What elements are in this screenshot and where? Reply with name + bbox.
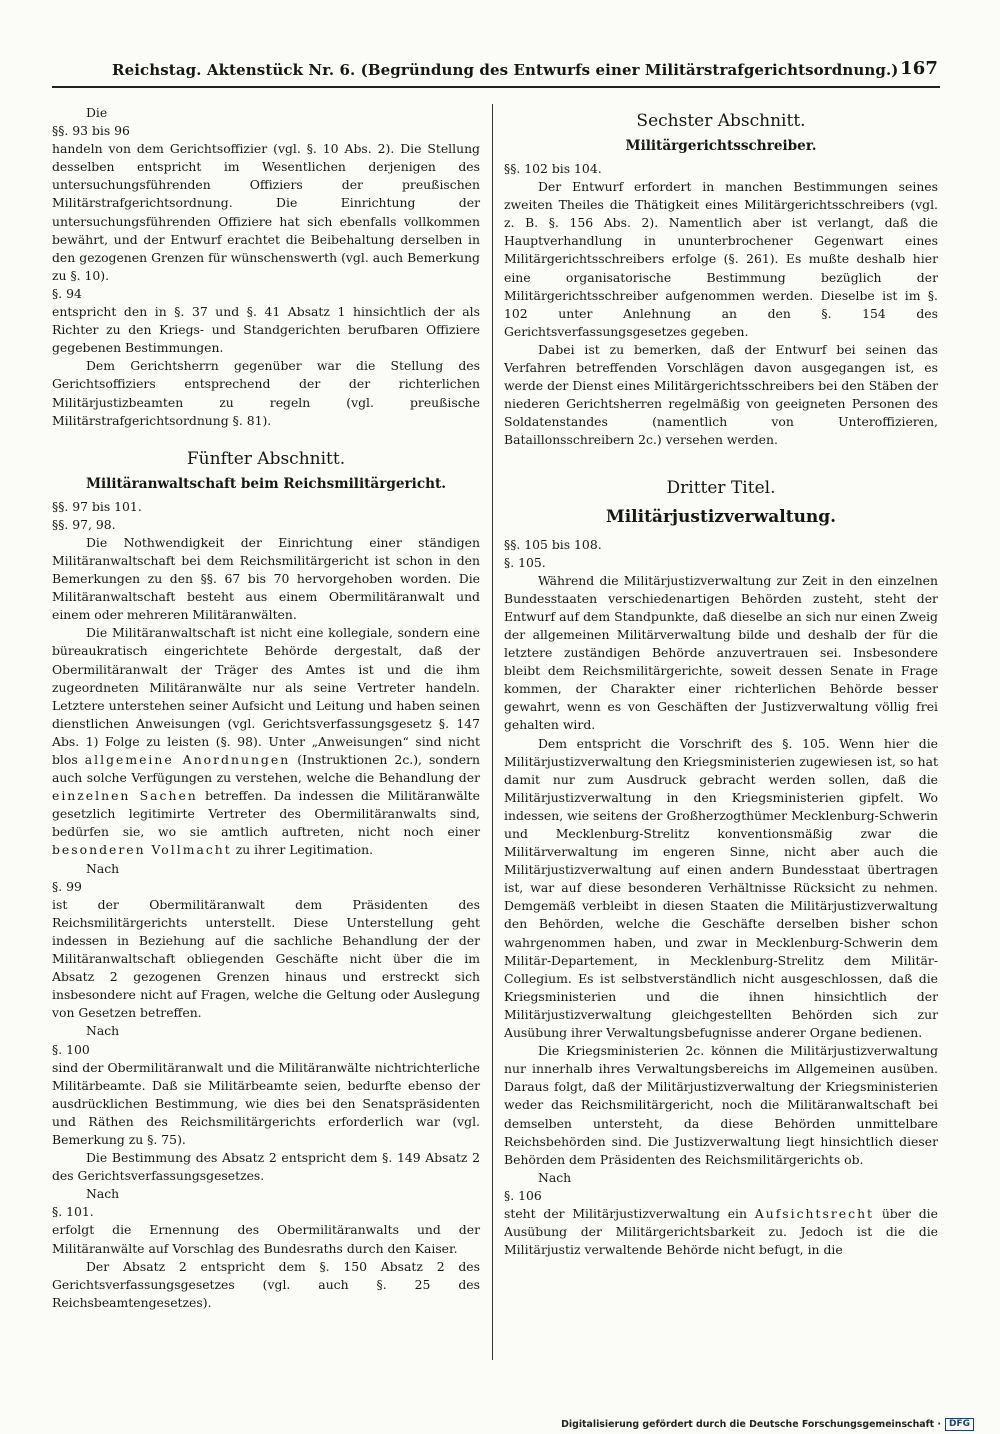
spaced-emphasis: besonderen Vollmacht: [52, 842, 232, 858]
section-heading: §. 100: [52, 1041, 90, 1057]
section-heading: §. 105.: [504, 554, 546, 570]
text-run: Die Militäranwaltschaft ist nicht eine kollegiale, sondern eine büreaukratisch eingerichtete Behörde dergestalt, daß der Obermilitäranwalt der Träger des Amtes ist und die ihm zugeordneten Militäranwälte nur als seine Vertreter handeln. Letztere unterstehen seiner Aufsicht und Leitung und haben seinen dienstlichen Anweisungen (vgl. Gerichtsverfassungsgesetz §. 147 Abs. 1) Folge zu leisten (§. 98). Unter „Anweisungen“ sind nicht blos: [52, 625, 480, 767]
section-heading: §§. 97, 98.: [52, 516, 116, 532]
text-run: zu ihrer Legitimation.: [235, 842, 374, 858]
paragraph: Dabei ist zu bemerken, daß der Entwurf bei seinen das Verfahren betreffenden Vorschlägen davon ausgegangen ist, es werde der Dienst eines Militärgerichtsschreibers bei den Stäben der niederen Gerichtsherren regelmäßig von geeigneten Personen des Soldatenstandes (namentlich von Unteroffizieren, Bataillonsschreibern 2c.) versehen werden.: [504, 341, 938, 448]
paragraph: [504, 1205, 938, 1259]
page-number: 167: [900, 58, 938, 79]
credit-text: Digitalisierung gefördert durch die Deutsche Forschungsgemeinschaft ·: [561, 1419, 941, 1430]
column-divider: [492, 104, 493, 1360]
digitization-credit: [561, 1418, 974, 1432]
paragraph: Die Nothwendigkeit der Einrichtung einer ständigen Militäranwaltschaft bei dem Reichsmilitärgericht ist schon in den Bemerkungen zu den §§. 67 bis 70 hervorgehoben worden. Die Militäranwaltschaft besteht aus einem Obermilitäranwalt und einem oder mehreren Militäranwälten.: [52, 534, 480, 623]
right-column: [504, 104, 938, 1259]
intro-text: Nach: [86, 1023, 120, 1039]
section-heading: §§. 97 bis 101.: [52, 498, 142, 514]
paragraph: handeln von dem Gerichtsoffizier (vgl. §. 10 Abs. 2). Die Stellung desselben entspricht im Wesentlichen derjenigen des untersuchungsführenden Offiziers der preußischen Militärstrafgerichtsordnung. Die Einrichtung der untersuchungsführenden Offiziere hat sich ebenfalls vollkommen bewährt, und der Entwurf erachtet die Beibehaltung derselben in den gezogenen Grenzen für wünschenswerth (vgl. auch Bemerkung zu §. 10).: [52, 141, 480, 283]
paragraph: Die Kriegsministerien 2c. können die Militärjustizverwaltung nur innerhalb ihres Verwaltungsbereichs im Allgemeinen ausüben. Daraus folgt, daß der Militärjustizverwaltung der Kriegsministerien weder das Reichsmilitärgericht, noch die Militäranwaltschaft bei demselben untersteht, da diese Behörden unmittelbare Reichsbehörden sind. Die Justizverwaltung liegt hinsichtlich dieser Behörden dem Präsidenten des Reichsmilitärgerichts ob.: [504, 1043, 938, 1167]
section-heading: §§. 105 bis 108.: [504, 536, 602, 552]
left-column: [52, 104, 480, 1312]
paragraph: [52, 624, 480, 859]
section-heading: §. 101.: [52, 1204, 94, 1220]
intro-text: Nach: [86, 1186, 120, 1202]
section-heading: §. 99: [52, 878, 82, 894]
title-heading: Dritter Titel.: [666, 477, 776, 498]
paragraph: Dem Gerichtsherrn gegenüber war die Stellung des Gerichtsoffiziers entsprechend der der richterlichen Militärjustizbeamten zu regeln (vgl. preußische Militärstrafgerichtsordnung §. 81).: [52, 358, 480, 428]
paragraph: Während die Militärjustizverwaltung zur Zeit in den einzelnen Bundesstaaten verschiedenartigen Behörden zusteht, steht der Entwurf auf dem Standpunkte, daß dieselbe an sich nur einen Zweig der allgemeinen Militärverwaltung bilde und deshalb der für die letztere zuständigen Behörde anzuvertrauen sei. Insbesondere bleibt dem Reichsmilitärgerichte, soweit dessen Senate in Frage kommen, der Charakter einer richterlichen Behörde besser gewahrt, wenn es von Geschäften der Justizverwaltung völlig frei gehalten wird.: [504, 572, 938, 733]
chapter-subheading: Militärgerichtsschreiber.: [625, 138, 817, 154]
intro-text: Die: [86, 105, 108, 120]
paragraph: Der Absatz 2 entspricht dem §. 150 Absatz 2 des Gerichtsverfassungsgesetzes (vgl. auch §. 25 des Reichsbeamtengesetzes).: [52, 1258, 480, 1310]
page-header: [112, 58, 938, 84]
paragraph: Die Bestimmung des Absatz 2 entspricht dem §. 149 Absatz 2 des Gerichtsverfassungsgesetzes.: [52, 1150, 480, 1184]
spaced-emphasis: einzelnen Sachen: [52, 788, 198, 804]
paragraph: Dem entspricht die Vorschrift des §. 105. Wenn hier die Militärjustizverwaltung den Kriegsministerien zugewiesen ist, so hat damit nur zum Ausdruck gebracht werden sollen, daß die Militärjustizverwaltung in den Kriegsministerien gipfelt. Wo indessen, wie seitens der Großherzogthümer Mecklenburg-Schwerin und Mecklenburg-Strelitz konventionsmäßig zwar die Militärverwaltung im engeren Sinne, nicht aber auch die Militärjustizverwaltung auf einen andern Bundesstaat übertragen ist, war auf diese besonderen Verhältnisse Rücksicht zu nehmen. Demgemäß verbleibt in diesen Staaten die Militärjustizverwaltung den Behörden, welche die Geschäfte derselben bisher schon wahrgenommen haben, und zwar in Mecklenburg-Schwerin dem Militär-Departement, in Mecklenburg-Strelitz dem Militär-Collegium. Es ist selbstverständlich nicht ausgeschlossen, daß die Kriegsministerien und die ihnen hinsichtlich der Militärjustizverwaltung gleichgestellten Behörden sich zur Ausübung ihrer Verwaltungsbefugnisse anderer Organe bedienen.: [504, 735, 938, 1041]
paragraph: erfolgt die Ernennung des Obermilitäranwalts und der Militäranwälte auf Vorschlag des Bundesraths durch den Kaiser.: [52, 1222, 480, 1256]
section-heading: §§. 102 bis 104.: [504, 161, 602, 176]
header-rule: [52, 86, 940, 88]
section-heading: §. 94: [52, 285, 82, 301]
paragraph: ist der Obermilitäranwalt dem Präsidenten des Reichsmilitärgerichts unterstellt. Diese Unterstellung geht indessen in Beziehung auf die sachliche Behandlung der der Militäranwaltschaft obliegenden Geschäfte nicht über die im Absatz 2 gezogenen Grenzen hinaus und erstreckt sich insbesondere nicht auf Fragen, welche die Geltung oder Auslegung von Gesetzen betreffen.: [52, 896, 480, 1021]
paragraph: entspricht den in §. 37 und §. 41 Absatz 1 hinsichtlich der als Richter zu den Kriegs- und Standgerichten berufbaren Offiziere gegebenen Bestimmungen.: [52, 304, 480, 356]
text-run: betreffen. Da indessen die Militäranwälte gesetzlich legitimirte Vertreter des Obermilitäranwalts sind, bedürfen sie, wo sie amtlich auftreten, nicht noch einer: [52, 788, 480, 840]
chapter-heading: Sechster Abschnitt.: [636, 111, 806, 131]
title-subheading: Militärjustizverwaltung.: [605, 506, 837, 527]
paragraph: Der Entwurf erfordert in manchen Bestimmungen seines zweiten Theiles die Thätigkeit eines Militärgerichtsschreibers (vgl. z. B. §. 156 Abs. 2). Namentlich aber ist verlangt, daß die Hauptverhandlung in ununterbrochener Gegenwart eines Militärgerichtsschreibers erfolge (§. 261). Es mußte deshalb hier eine organisatorische Bestimmung bezüglich der Militärgerichtsschreiber aufgenommen werden. Dieselbe ist im §. 102 unter Anlehnung an den §. 154 des Gerichtsverfassungsgesetzes gegeben.: [504, 179, 938, 339]
spaced-emphasis: allgemeine Anordnungen: [84, 752, 291, 767]
paragraph: sind der Obermilitäranwalt und die Militäranwälte nichtrichterliche Militärbeamte. Daß sie Militärbeamte seien, bedurfte ebenso der ausdrücklichen Bestimmung, wie dies bei den Senatspräsidenten und Räthen des Reichsmilitärgerichts erforderlich war (vgl. Bemerkung zu §. 75).: [52, 1059, 480, 1147]
intro-text: Nach: [86, 860, 120, 876]
chapter-heading: Fünfter Abschnitt.: [186, 448, 346, 469]
spaced-emphasis: Aufsichtsrecht: [754, 1205, 875, 1221]
text-run: steht der Militärjustizverwaltung ein: [504, 1205, 747, 1221]
dfg-logo-icon: DFG: [945, 1418, 974, 1431]
intro-text: Nach: [538, 1169, 572, 1185]
text-run: über die Ausübung der Militärgerichtsbarkeit zu. Jedoch ist die die Militärjustiz verwaltende Behörde nicht befugt, in die: [504, 1205, 938, 1258]
section-heading: §§. 93 bis 96: [52, 123, 130, 139]
section-heading: §. 106: [504, 1187, 542, 1203]
running-title: Reichstag. Aktenstück Nr. 6. (Begründung des Entwurfs einer Militärstrafgerichtsordnung.): [112, 61, 899, 79]
chapter-subheading: Militäranwaltschaft beim Reichsmilitärgericht.: [85, 475, 447, 492]
text-run: (Instruktionen 2c.), sondern auch solche Verfügungen zu verstehen, welche die Behandlung der: [52, 752, 480, 786]
